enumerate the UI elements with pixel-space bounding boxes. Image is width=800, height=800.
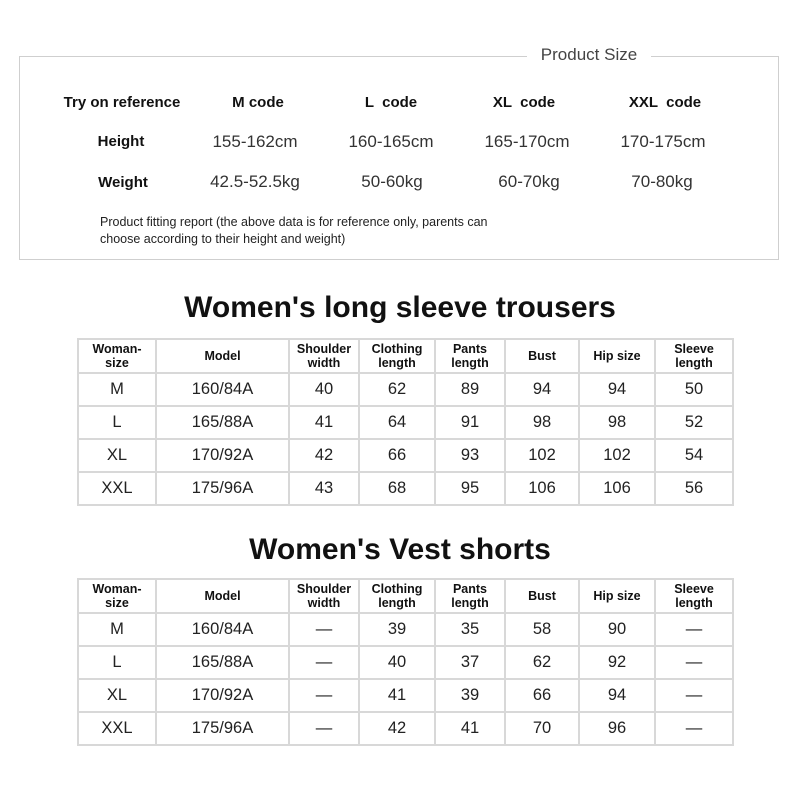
height-l: 160-165cm	[348, 132, 434, 151]
table-cell: 98	[505, 406, 579, 439]
column-header-line: Woman-	[92, 342, 142, 356]
column-header-line: size	[105, 596, 129, 610]
table-cell: 102	[579, 439, 655, 472]
table-row	[78, 472, 733, 505]
column-header-line: size	[105, 356, 129, 370]
table-cell: —	[289, 679, 359, 712]
size-cell: XL	[78, 679, 156, 712]
table-cell: 165/88A	[156, 406, 289, 439]
height-m: 155-162cm	[212, 132, 298, 151]
table-cell: —	[655, 679, 733, 712]
size-cell: L	[78, 406, 156, 439]
column-header-line: length	[675, 356, 713, 370]
table-cell: 42	[289, 439, 359, 472]
column-header	[289, 339, 359, 373]
header-xl-code: XL code	[492, 94, 556, 111]
header-l-code: L code	[364, 94, 418, 111]
table-cell: 106	[579, 472, 655, 505]
table-cell: 37	[435, 646, 505, 679]
column-header	[289, 579, 359, 613]
table-cell: 35	[435, 613, 505, 646]
column-header	[435, 579, 505, 613]
column-header-line: length	[451, 356, 489, 370]
column-header	[579, 579, 655, 613]
table-cell: 68	[359, 472, 435, 505]
column-header-line: Pants	[452, 342, 488, 356]
height-xxl: 170-175cm	[620, 132, 706, 151]
table-cell: 94	[579, 373, 655, 406]
fitting-note	[100, 214, 520, 248]
table-row	[78, 613, 733, 646]
size-cell: XXL	[78, 472, 156, 505]
column-header-line: width	[307, 596, 341, 610]
column-header-line: Bust	[528, 349, 556, 363]
table-row	[78, 439, 733, 472]
long-sleeve-trousers-title: Women's long sleeve trousers	[184, 291, 616, 324]
column-header-line: Pants	[452, 582, 488, 596]
table-cell: 62	[359, 373, 435, 406]
table-cell: —	[289, 646, 359, 679]
table-cell: 40	[289, 373, 359, 406]
table-cell: 39	[435, 679, 505, 712]
table-cell: 96	[579, 712, 655, 745]
size-cell: M	[78, 613, 156, 646]
header-m-code: M code	[232, 94, 284, 111]
header-try-on-reference: Try on reference	[63, 94, 181, 111]
table-cell: 175/96A	[156, 712, 289, 745]
product-size-title: Product Size	[527, 44, 651, 66]
column-header	[359, 579, 435, 613]
fitting-note-line-2: choose according to their height and weight)	[100, 232, 346, 246]
table-header-row	[78, 339, 733, 373]
column-header-line: length	[675, 596, 713, 610]
table-cell: 70	[505, 712, 579, 745]
table-cell: 106	[505, 472, 579, 505]
column-header-line: Clothing	[371, 582, 423, 596]
column-header-line: Woman-	[92, 582, 142, 596]
table-cell: 40	[359, 646, 435, 679]
column-header-line: Hip size	[593, 589, 641, 603]
table-cell: 66	[505, 679, 579, 712]
table-cell: 58	[505, 613, 579, 646]
table-row	[78, 406, 733, 439]
size-cell: XXL	[78, 712, 156, 745]
table-cell: —	[289, 613, 359, 646]
table-cell: 95	[435, 472, 505, 505]
table-cell: 52	[655, 406, 733, 439]
table-cell: 91	[435, 406, 505, 439]
table-cell: 94	[505, 373, 579, 406]
weight-xl: 60-70kg	[498, 172, 560, 191]
column-header	[78, 579, 156, 613]
column-header-line: Model	[204, 589, 241, 603]
table-cell: 160/84A	[156, 373, 289, 406]
vest-shorts-table	[77, 578, 734, 746]
table-cell: —	[655, 613, 733, 646]
table-cell: 98	[579, 406, 655, 439]
weight-xxl: 70-80kg	[631, 172, 693, 191]
table-cell: 89	[435, 373, 505, 406]
column-header-line: length	[451, 596, 489, 610]
table-row	[78, 712, 733, 745]
column-header	[505, 339, 579, 373]
column-header	[156, 339, 289, 373]
column-header	[579, 339, 655, 373]
table-cell: 94	[579, 679, 655, 712]
table-cell: 165/88A	[156, 646, 289, 679]
column-header-line: Shoulder	[296, 582, 352, 596]
table-cell: 90	[579, 613, 655, 646]
column-header-line: length	[378, 356, 416, 370]
column-header	[359, 339, 435, 373]
header-xxl-code: XXL code	[628, 94, 702, 111]
weight-m: 42.5-52.5kg	[210, 172, 300, 191]
vest-shorts-title: Women's Vest shorts	[249, 533, 551, 566]
column-header-line: Shoulder	[296, 342, 352, 356]
table-cell: —	[655, 712, 733, 745]
column-header-line: Bust	[528, 589, 556, 603]
column-header-line: Sleeve	[674, 582, 714, 596]
column-header-line: length	[378, 596, 416, 610]
table-cell: 160/84A	[156, 613, 289, 646]
table-cell: 175/96A	[156, 472, 289, 505]
table-cell: 41	[359, 679, 435, 712]
table-cell: 170/92A	[156, 679, 289, 712]
table-header-row	[78, 579, 733, 613]
row-label-height: Height	[97, 133, 145, 150]
column-header	[655, 579, 733, 613]
column-header	[156, 579, 289, 613]
column-header	[655, 339, 733, 373]
column-header-line: Sleeve	[674, 342, 714, 356]
table-cell: 64	[359, 406, 435, 439]
table-cell: —	[289, 712, 359, 745]
table-cell: 66	[359, 439, 435, 472]
table-cell: 43	[289, 472, 359, 505]
column-header-line: Model	[204, 349, 241, 363]
table-cell: —	[655, 646, 733, 679]
height-xl: 165-170cm	[484, 132, 570, 151]
column-header-line: width	[307, 356, 341, 370]
table-cell: 62	[505, 646, 579, 679]
table-cell: 41	[435, 712, 505, 745]
column-header	[78, 339, 156, 373]
table-row	[78, 679, 733, 712]
table-cell: 54	[655, 439, 733, 472]
table-cell: 170/92A	[156, 439, 289, 472]
column-header-line: Clothing	[371, 342, 423, 356]
weight-l: 50-60kg	[361, 172, 423, 191]
table-row	[78, 373, 733, 406]
table-row	[78, 646, 733, 679]
table-cell: 41	[289, 406, 359, 439]
size-cell: XL	[78, 439, 156, 472]
size-cell: L	[78, 646, 156, 679]
table-cell: 50	[655, 373, 733, 406]
table-cell: 93	[435, 439, 505, 472]
column-header	[435, 339, 505, 373]
table-cell: 42	[359, 712, 435, 745]
table-cell: 39	[359, 613, 435, 646]
table-cell: 92	[579, 646, 655, 679]
row-label-weight: Weight	[98, 174, 148, 191]
long-sleeve-trousers-table	[77, 338, 734, 506]
column-header-line: Hip size	[593, 349, 641, 363]
column-header	[505, 579, 579, 613]
size-cell: M	[78, 373, 156, 406]
table-cell: 102	[505, 439, 579, 472]
table-cell: 56	[655, 472, 733, 505]
fitting-note-line-1: Product fitting report (the above data is for reference only, parents can	[100, 215, 488, 229]
